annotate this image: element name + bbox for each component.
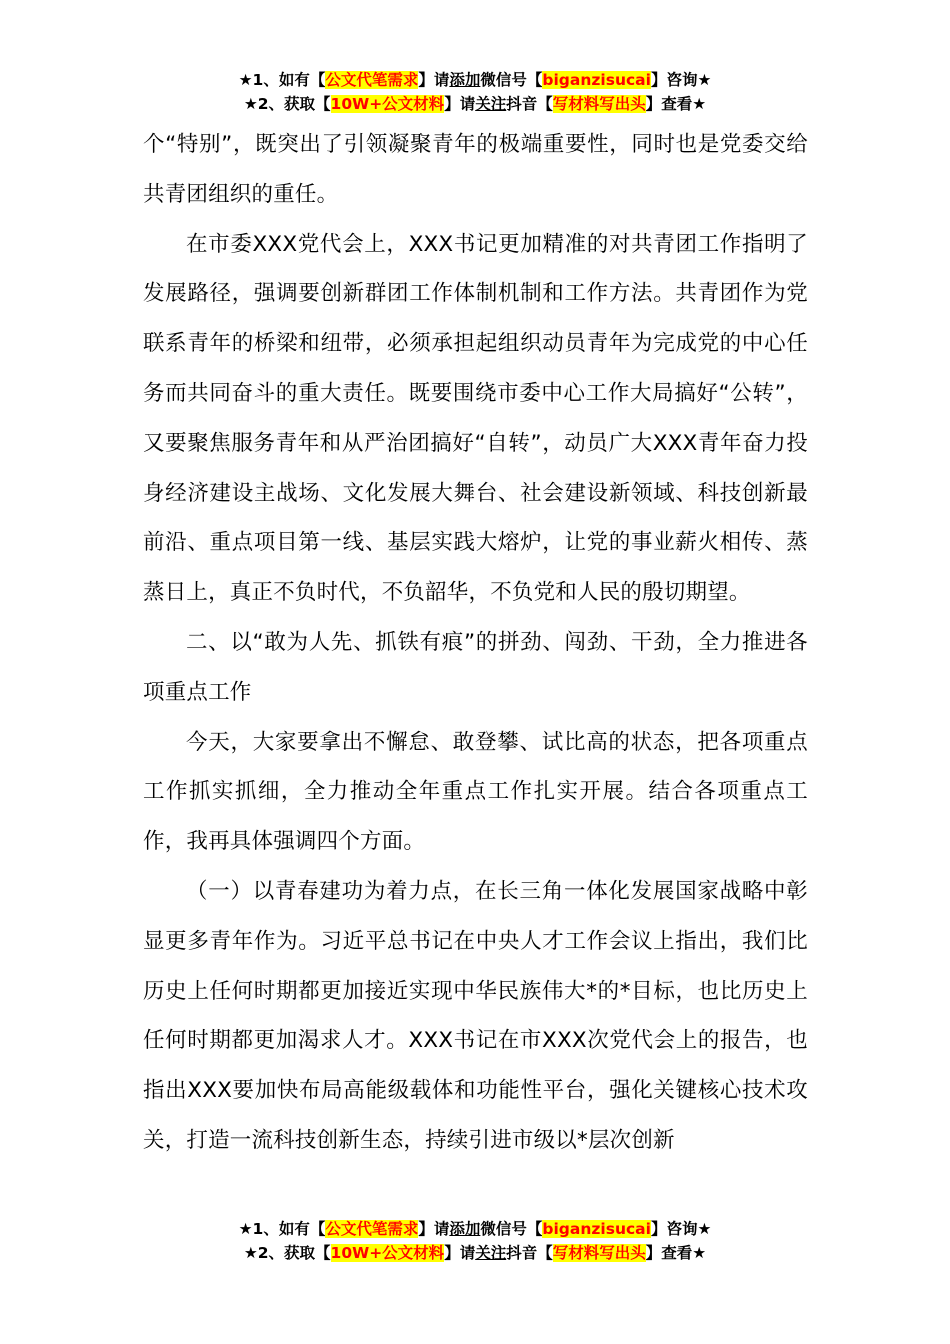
promo-text: 】请 [444,1244,476,1262]
promo-underlined: 关注 [475,1244,507,1262]
promo-text: 】查看★ [645,95,707,113]
paragraph: 在市委XXX党代会上，XXX书记更加精准的对共青团工作指明了发展路径，强调要创新群团工作体制机制和工作方法。共青团作为党联系青年的桥梁和纽带，必须承担起组织动员青年为完成党的中心任务而共同奋斗的重大责任。既要围绕市委中心工作大局搞好“公转”，又要聚焦服务青年和从严治团搞好“自转”，动员广大XXX青年奋力投身经济建设主战场、文化发展大舞台、社会建设新领域、科技创新最前沿、重点项目第一线、基层实践大熔炉，让党的事业薪火相传、蒸蒸日上，真正不负时代，不负韶华，不负党和人民的殷切期望。 [143,231,808,606]
promo-text: 微信号【 [480,1220,543,1238]
promo-text: ★1、如有【 [238,1220,326,1238]
promo-text: ★2、获取【 [243,1244,331,1262]
section-heading: 二、以“敢为人先、抓铁有痕”的拼劲、闯劲、干劲，全力推进各项重点工作 [143,629,808,705]
promo-highlight: biganzisucai [542,1220,651,1238]
promo-underlined: 关注 [475,95,507,113]
promo-text: 】请 [418,1220,450,1238]
promo-text: 】咨询★ [650,1220,712,1238]
promo-line-1 [0,68,950,92]
promo-highlight: biganzisucai [542,71,651,89]
promo-highlight: 写材料写出头 [552,1244,646,1262]
promo-text: 抖音【 [506,95,553,113]
promo-text: 微信号【 [480,71,543,89]
promo-highlight: 10W+公文材料 [330,95,445,113]
promo-text: 】查看★ [645,1244,707,1262]
promo-text: 】请 [418,71,450,89]
promo-highlight: 公文代笔需求 [325,71,419,89]
promo-highlight: 写材料写出头 [552,95,646,113]
promo-line-1 [0,1217,950,1241]
promo-highlight: 公文代笔需求 [325,1220,419,1238]
promo-text: 】咨询★ [650,71,712,89]
bottom-promo-banner [0,1217,950,1265]
promo-underlined: 添加 [449,1220,481,1238]
top-promo-banner [0,68,950,116]
promo-underlined: 添加 [449,71,481,89]
promo-highlight: 10W+公文材料 [330,1244,445,1262]
promo-text: 抖音【 [506,1244,553,1262]
promo-text: ★2、获取【 [243,95,331,113]
paragraph-continuation: 个“特别”，既突出了引领凝聚青年的极端重要性，同时也是党委交给共青团组织的重任。 [143,132,808,207]
promo-line-2 [0,1241,950,1265]
paragraph: （一）以青春建功为着力点，在长三角一体化发展国家战略中彰显更多青年作为。习近平总书记在中央人才工作会议上指出，我们比历史上任何时期都更加接近实现中华民族伟大*的*目标，也比历史上任何时期都更加渴求人才。XXX书记在市XXX次党代会上的报告，也指出XXX要加快布局高能级载体和功能性平台，强化关键核心技术攻关，打造一流科技创新生态，持续引进市级以*层次创新 [143,878,808,1153]
document-body [143,120,808,1166]
promo-text: 】请 [444,95,476,113]
paragraph: 今天，大家要拿出不懈怠、敢登攀、试比高的状态，把各项重点工作抓实抓细，全力推动全年重点工作扎实开展。结合各项重点工作，我再具体强调四个方面。 [143,729,808,855]
promo-text: ★1、如有【 [238,71,326,89]
promo-line-2 [0,92,950,116]
